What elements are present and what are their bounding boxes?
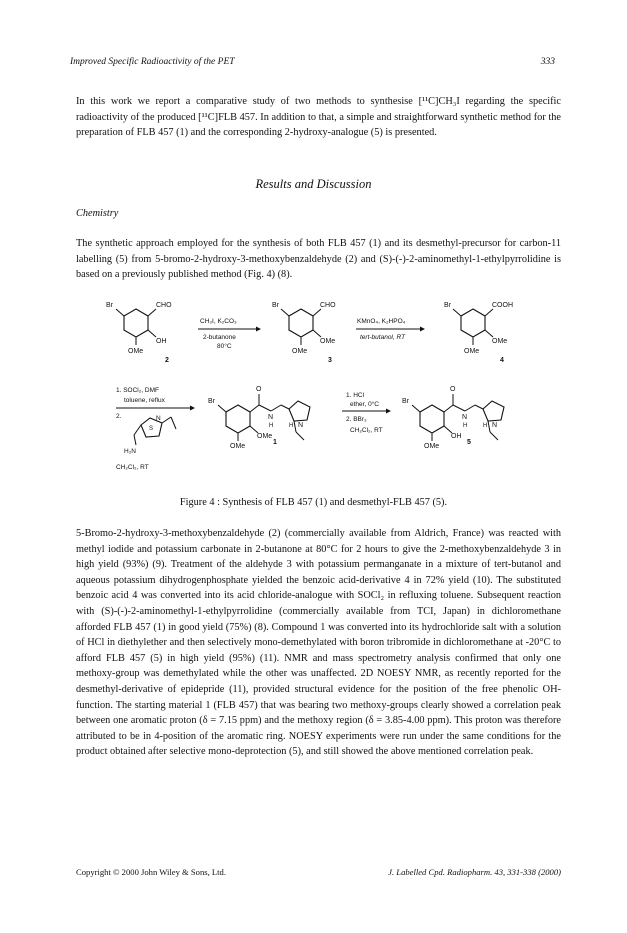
- step3-line1: 1. SOCl₂, DMF: [116, 387, 159, 394]
- subsection-title: Chemistry: [76, 208, 119, 219]
- compound-5-ring-n-label: N: [492, 422, 498, 429]
- step1-reagent: CH₃I, K₂CO₃: [200, 318, 237, 325]
- compound-5-h-label: H: [463, 423, 468, 429]
- step2-solvent: tert-butanol, RT: [360, 334, 406, 341]
- step4-line3: 2. BBr₃: [346, 416, 367, 423]
- compound-1-ome-label: OMe: [257, 433, 273, 440]
- copyright-footer: Copyright © 2000 John Wiley & Sons, Ltd.: [76, 867, 226, 877]
- compound-3-label: 3: [328, 357, 332, 364]
- compound-3-br-label: Br: [272, 302, 279, 309]
- section-title: Results and Discussion: [255, 177, 372, 191]
- compound-1-ring-n-label: N: [298, 422, 304, 429]
- compound-1-structure: [208, 386, 310, 450]
- aminomethyl-pyrrolidine-structure: [124, 415, 176, 455]
- compound-2-ome-label: OMe: [128, 348, 144, 355]
- compound-5-ome-label: OMe: [424, 443, 440, 450]
- compound-3-structure: [272, 302, 336, 364]
- compound-5-br-label: Br: [402, 398, 409, 405]
- compound-2-label: 2: [165, 357, 169, 364]
- step4-line1: 1. HCl: [346, 392, 365, 399]
- compound-2-cho-label: CHO: [156, 302, 172, 309]
- stereocenter-s-label: S: [149, 426, 154, 432]
- compound-4-cooh-label: COOH: [492, 302, 513, 309]
- figure-caption: Figure 4 : Synthesis of FLB 457 (1) and desmethyl-FLB 457 (5).: [179, 497, 448, 508]
- results-paragraph: 5-Bromo-2-hydroxy-3-methoxybenzaldehyde (2) (commercially available from Aldrich, France) was reacted with methyl iodide and potassium carbonate in 2-butanone at 80°C for 2 hours to give the 2-methoxybenzaldehyde 3 in high yield (93%) (9). Treatment of the aldehyde 3 with potassium permanganate in a mixture of tert-butanol and aqueous potassium dihydrogenphosphate yielded the benzoic acid-derivative 4 in 72% yield (10). The substituted benzoic acid 4 was converted into its acid chloride-analogue with SOCl₂ in refluxing toluene. Subsequent reaction with (S)-(-)-2-aminomethyl-1-ethylpyrrolidine (commercially available from TCI, Japan) in dichloromethane afforded FLB 457 (1) in good yield (75%) (8). Compound 1 was converted into its hydrochloride salt with a solution of HCl in diethylether and then selectively mono-demethylated with boron tribromide in dichloromethane at -20°C to afford FLB 457 (5) in high yield (95%) (11). NMR and mass spectrometry analysis confirmed that only one methoxy-group was demethylated while the other was unaffected. 2D NOESY NMR, as recently reported for the desmethyl-derivative of epidepride (11), provided structural evidence for the position of the free phenolic OH-function. The starting material 1 (FLB 457) that was bearing two methoxy-groups clearly showed a correlation peak between one aromatic proton (δ = 7.15 ppm) and the methoxy region (δ = 3.85-4.00 ppm). This proton was therefore attributed to be in 4-position of the aromatic ring. NOESY experiments were run under the same conditions for the product obtained after selective mono-deprotection (5), and still showed the above mentioned correlation peak.: [76, 528, 561, 758]
- compound-5-stereo-h-label: H: [483, 423, 488, 429]
- compound-4-ome2-label: OMe: [464, 348, 480, 355]
- intro-paragraph: In this work we report a comparative study of two methods to synthesise [¹¹C]CH₃I regarding the specific radioactivity of the produced [¹¹C]FLB 457. In addition to that, a simple and straightforward synthetic method for the preparation of FLB 457 (1) and the corresponding 2-hydroxy-analogue (5) is presented.: [76, 96, 561, 139]
- compound-4-label: 4: [500, 357, 504, 364]
- running-header-title: Improved Specific Radioactivity of the PET: [70, 57, 235, 67]
- step2-reagent: KMnO₄, K₂HPO₄: [357, 318, 406, 325]
- step3-line3: 2.: [116, 413, 122, 420]
- compound-1-br-label: Br: [208, 398, 215, 405]
- compound-3-ome-label: OMe: [320, 338, 336, 345]
- step1-solvent: 2-butanone: [203, 334, 236, 341]
- journal-citation-footer: J. Labelled Cpd. Radiopharm. 43, 331-338 (2000): [388, 867, 561, 877]
- compound-4-structure: [444, 302, 513, 364]
- step4-line2: ether, 0°C: [350, 401, 379, 408]
- chemistry-paragraph: The synthetic approach employed for the synthesis of both FLB 457 (1) and its desmethyl-precursor for carbon-11 labelling (5) from 5-bromo-2-hydroxy-3-methoxybenzaldehyde (2) and (S)-(-)-2-aminomethyl-1-ethylpyrrolidine is based on a previously published method (Fig. 4) (8).: [76, 238, 561, 281]
- page-number: 333: [540, 57, 555, 67]
- synthesis-scheme: [76, 287, 556, 477]
- compound-2-structure: [106, 302, 172, 364]
- compound-4-ome-label: OMe: [492, 338, 508, 345]
- compound-1-nh-label: N: [268, 414, 274, 421]
- compound-1-o-label: O: [256, 386, 262, 393]
- compound-3-cho-label: CHO: [320, 302, 336, 309]
- compound-5-structure: [402, 386, 504, 450]
- compound-1-h-label: H: [269, 423, 274, 429]
- step3-line4: CH₂Cl₂, RT: [116, 464, 149, 471]
- compound-1-stereo-h-label: H: [289, 423, 294, 429]
- compound-5-oh-label: OH: [451, 433, 462, 440]
- compound-4-br-label: Br: [444, 302, 451, 309]
- compound-2-br-label: Br: [106, 302, 113, 309]
- compound-3-ome2-label: OMe: [292, 348, 308, 355]
- compound-5-o-label: O: [450, 386, 456, 393]
- compound-1-ome2-label: OMe: [230, 443, 246, 450]
- pyrrolidine-n-label: N: [156, 415, 161, 422]
- step4-line4: CH₂Cl₂, RT: [350, 427, 383, 434]
- compound-1-label: 1: [273, 439, 277, 446]
- compound-5-label: 5: [467, 439, 471, 446]
- h2n-label: H₂N: [124, 448, 136, 455]
- step3-line2: toluene, reflux: [124, 397, 165, 404]
- step1-temp: 80°C: [217, 343, 232, 350]
- compound-5-nh-label: N: [462, 414, 468, 421]
- compound-2-oh-label: OH: [156, 338, 167, 345]
